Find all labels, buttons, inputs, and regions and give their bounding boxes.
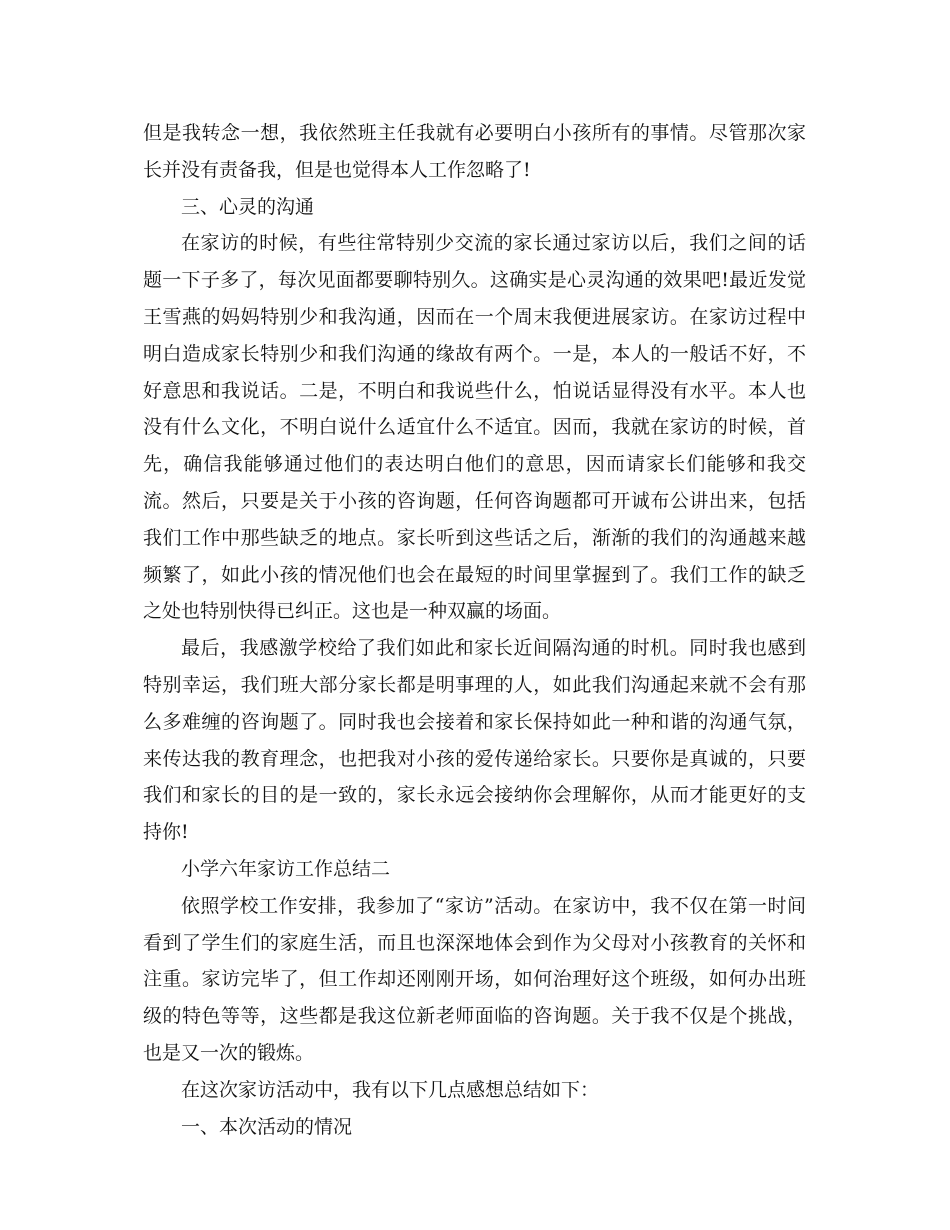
paragraph-reflections-intro: 在这次家访活动中，我有以下几点感想总结如下： — [181, 1078, 600, 1101]
document-body — [143, 115, 806, 1145]
paragraph-continuation: 但是我转念一想，我依然班主任我就有必要明白小孩所有的事情。尽管那次家长并没有责备我，但是也觉得本人工作忽略了! — [143, 122, 806, 181]
section-title-summary-two: 小学六年家访工作总结二 — [181, 857, 391, 880]
paragraph-gratitude: 最后，我感激学校给了我们如此和家长近间隔沟通的时机。同时我也感到特别幸运，我们班大部分家长都是明事理的人，如此我们沟通起来就不会有那么多难缠的咨询题了。同时我也会接着和家长保持如此一种和谐的沟通气氛，来传达我的教育理念，也把我对小孩的爱传递给家长。只要你是真诚的，只要我们和家长的目的是一致的，家长永远会接纳你会理解你，从而才能更好的支持你! — [143, 637, 806, 844]
paragraph-work-arrangement: 依照学校工作安排，我参加了“家访”活动。在家访中，我不仅在第一时间看到了学生们的家庭生活，而且也深深地体会到作为父母对小孩教育的关怀和注重。家访完毕了，但工作却还刚刚开场，如何治理好这个班级，如何办出班级的特色等等，这些都是我这位新老师面临的咨询题。关于我不仅是个挑战，也是又一次的锻炼。 — [143, 894, 806, 1064]
paragraph-home-visit-communication: 在家访的时候，有些往常特别少交流的家长通过家访以后，我们之间的话题一下子多了，每次见面都要聊特别久。这确实是心灵沟通的效果吧!最近发觉王雪燕的妈妈特别少和我沟通，因而在一个周末我便进展家访。在家访过程中明白造成家长特别少和我们沟通的缘故有两个。一是，本人的一般话不好，不好意思和我说话。二是，不明白和我说些什么，怕说话显得没有水平。本人也没有什么文化，不明白说什么适宜什么不适宜。因而，我就在家访的时候，首先，确信我能够通过他们的表达明白他们的意思，因而请家长们能够和我交流。然后，只要是关于小孩的咨询题，任何咨询题都可开诚布公讲出来，包括我们工作中那些缺乏的地点。家长听到这些话之后，渐渐的我们的沟通越来越频繁了，如此小孩的情况他们也会在最短的时间里掌握到了。我们工作的缺乏之处也特别快得已纠正。这也是一种双赢的场面。 — [143, 232, 806, 623]
section-heading-activity-situation: 一、本次活动的情况 — [181, 1115, 353, 1138]
section-heading-heart-communication: 三、心灵的沟通 — [181, 195, 315, 218]
